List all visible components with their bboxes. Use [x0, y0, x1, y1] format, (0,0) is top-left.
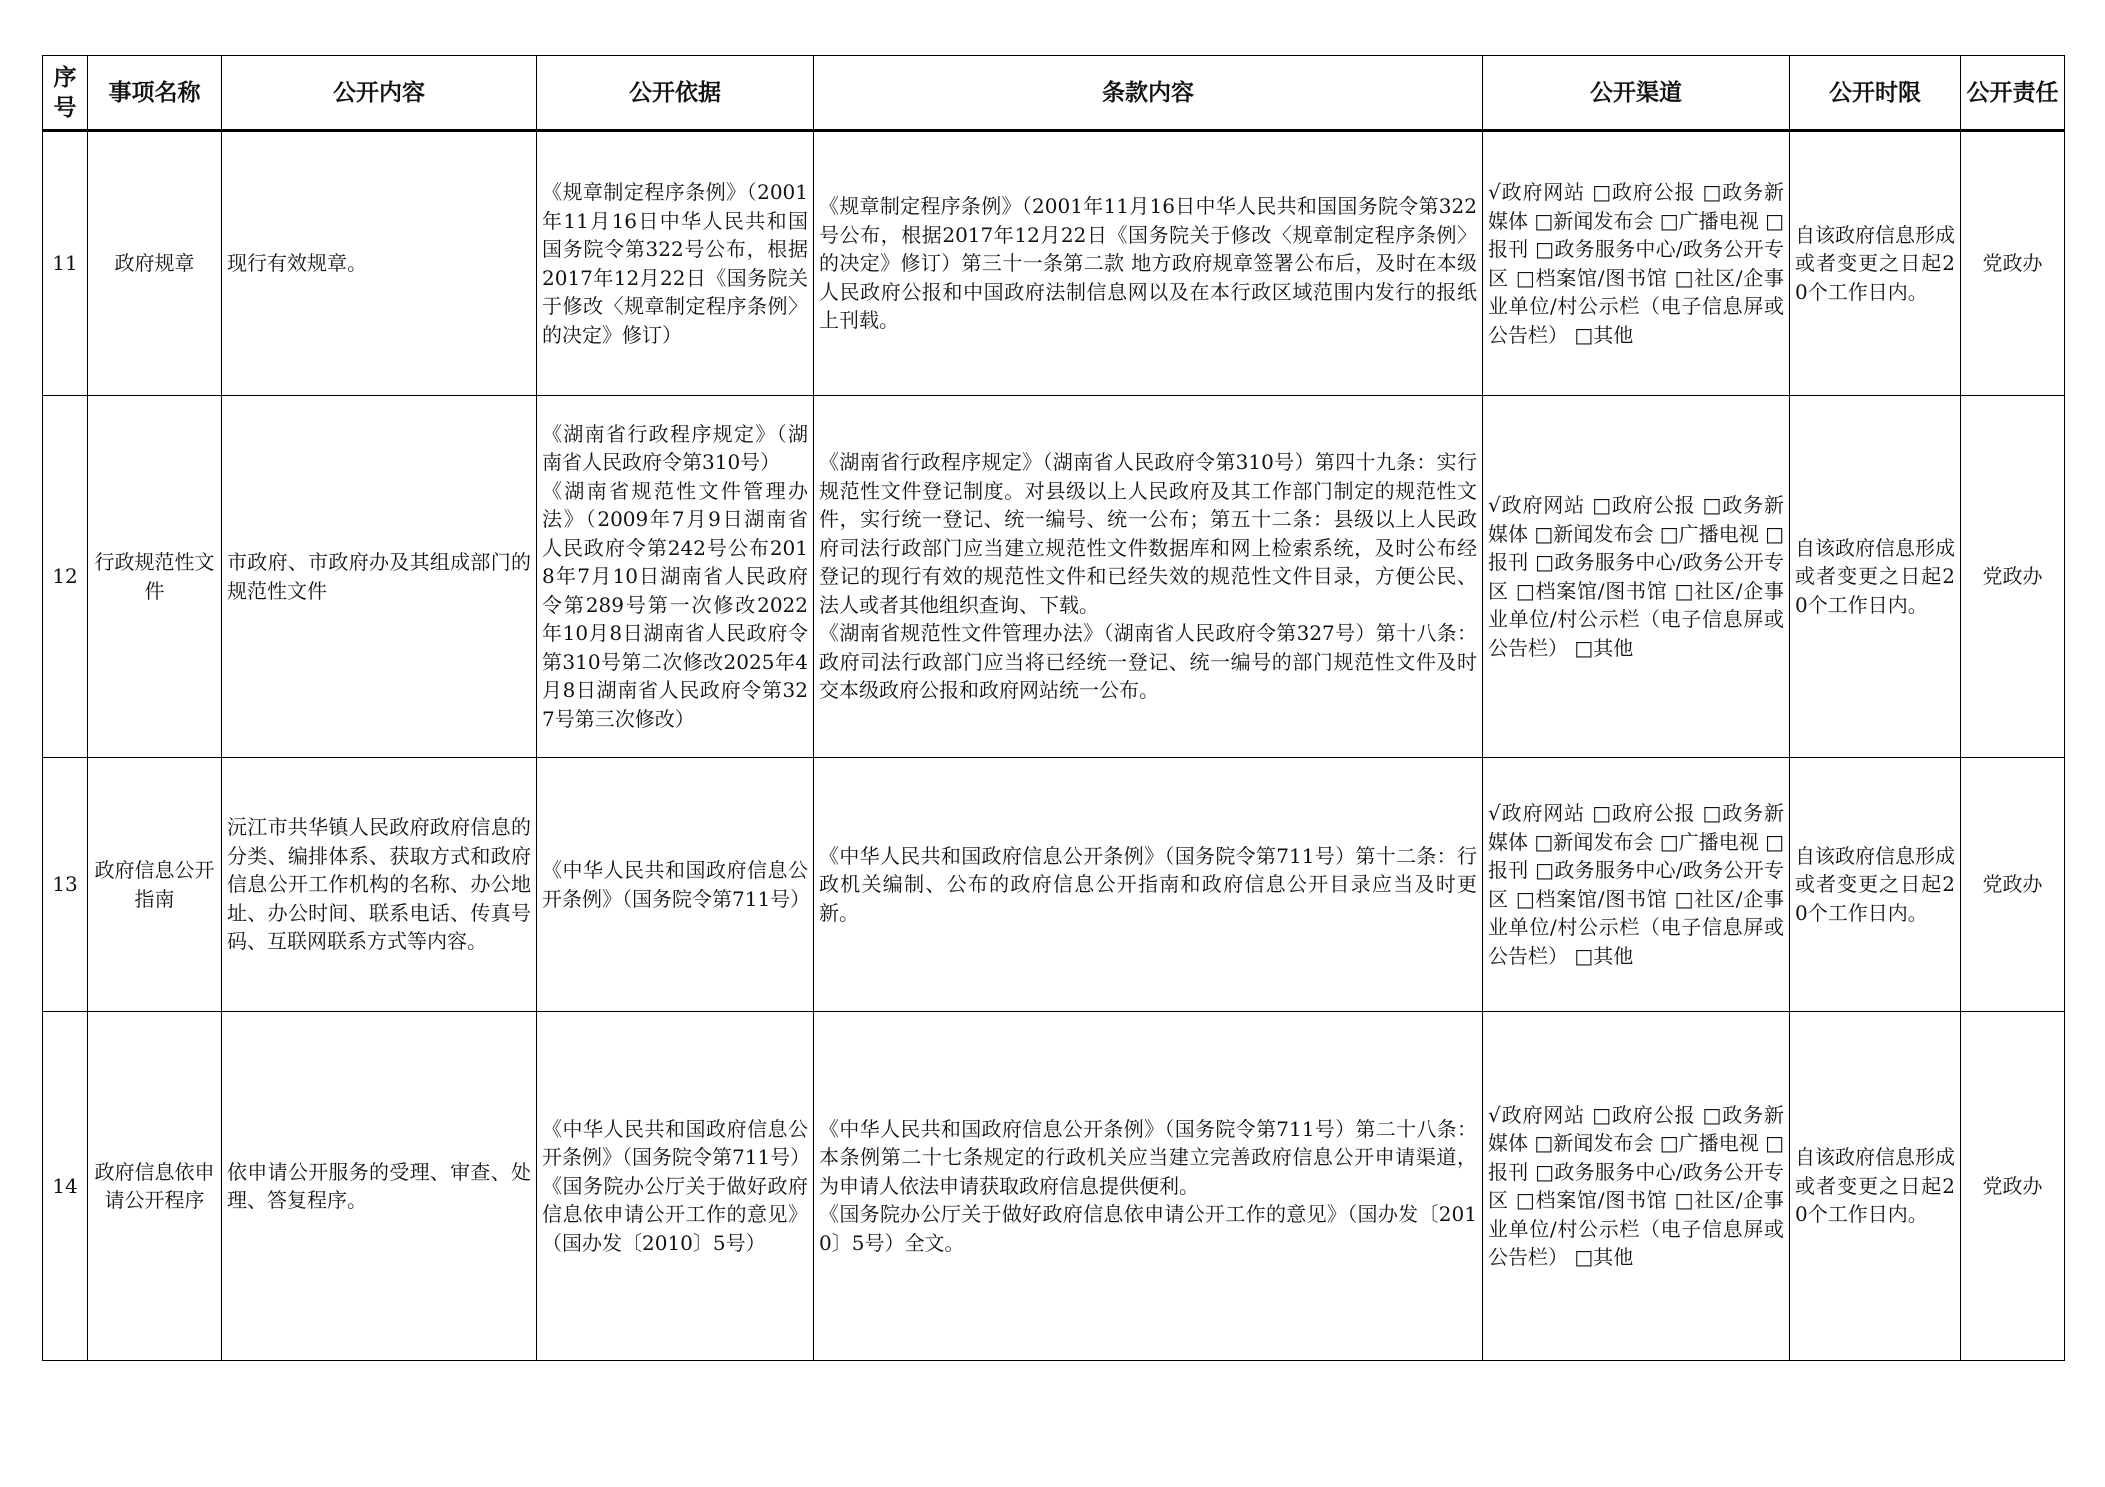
row-clause [814, 131, 1483, 396]
row-time-limit: 自该政府信息形成或者变更之日起20个工作日内。 [1790, 758, 1961, 1012]
row-no: 13 [43, 758, 88, 1012]
table-row [43, 396, 2065, 758]
header-no: 序号 [43, 56, 88, 131]
row-clause [814, 758, 1483, 1012]
clause-text: 《湖南省规范性文件管理办法》（湖南省人民政府令第327号）第十八条：政府司法行政部门应当将已经统一登记、统一编号的部门规范性文件及时交本级政府公报和政府网站统一公布。 [819, 621, 1477, 703]
row-responsibility: 党政办 [1961, 396, 2065, 758]
row-basis [537, 758, 814, 1012]
header-responsibility: 公开责任 [1961, 56, 2065, 131]
row-responsibility: 党政办 [1961, 1012, 2065, 1361]
basis-text: 《国务院办公厅关于做好政府信息依申请公开工作的意见》（国办发〔2010〕5号） [542, 1173, 808, 1255]
row-responsibility: 党政办 [1961, 131, 2065, 396]
clause-text: 《国务院办公厅关于做好政府信息依申请公开工作的意见》（国办发〔2010〕5号）全文。 [819, 1202, 1477, 1255]
clause-text: 《湖南省行政程序规定》（湖南省人民政府令第310号）第四十九条：实行规范性文件登记制度。对县级以上人民政府及其工作部门制定的规范性文件，实行统一登记、统一编号、统一公布；第五十二条：县级以上人民政府司法行政部门应当建立规范性文件数据库和网上检索系统，及时公布经登记的现行有效的规范性文件和已经失效的规范性文件目录，方便公民、法人或者其他组织查询、下载。 [819, 450, 1477, 617]
clause-text: 《规章制定程序条例》（2001年11月16日中华人民共和国国务院令第322号公布，根据2017年12月22日《国务院关于修改〈规章制定程序条例〉的决定》修订）第三十一条第二款 地方政府规章签署公布后，及时在本级人民政府公报和中国政府法制信息网以及在本行政区域范围内发行的报纸上刊载。 [819, 194, 1477, 333]
row-clause [814, 396, 1483, 758]
header-time-limit: 公开时限 [1790, 56, 1961, 131]
header-channel: 公开渠道 [1483, 56, 1790, 131]
row-item-name: 政府信息依申请公开程序 [88, 1012, 222, 1361]
row-clause [814, 1012, 1483, 1361]
disclosure-table [42, 55, 2065, 1361]
row-basis [537, 1012, 814, 1361]
row-no: 11 [43, 131, 88, 396]
row-time-limit: 自该政府信息形成或者变更之日起20个工作日内。 [1790, 131, 1961, 396]
clause-text: 《中华人民共和国政府信息公开条例》（国务院令第711号）第十二条：行政机关编制、公布的政府信息公开指南和政府信息公开目录应当及时更新。 [819, 843, 1477, 925]
row-channel: √政府网站 □政府公报 □政务新媒体 □新闻发布会 □广播电视 □报刊 □政务服务中心/政务公开专区 □档案馆/图书馆 □社区/企事业单位/村公示栏（电子信息屏或公告栏） □其他 [1483, 396, 1790, 758]
clause-text: 《中华人民共和国政府信息公开条例》（国务院令第711号）第二十八条：本条例第二十七条规定的行政机关应当建立完善政府信息公开申请渠道，为申请人依法申请获取政府信息提供便利。 [819, 1116, 1477, 1198]
row-channel: √政府网站 □政府公报 □政务新媒体 □新闻发布会 □广播电视 □报刊 □政务服务中心/政务公开专区 □档案馆/图书馆 □社区/企事业单位/村公示栏（电子信息屏或公告栏） □其他 [1483, 758, 1790, 1012]
basis-text: 《规章制定程序条例》（2001年11月16日中华人民共和国国务院令第322号公布，根据2017年12月22日《国务院关于修改〈规章制定程序条例〉的决定》修订） [542, 180, 808, 347]
row-channel: √政府网站 □政府公报 □政务新媒体 □新闻发布会 □广播电视 □报刊 □政务服务中心/政务公开专区 □档案馆/图书馆 □社区/企事业单位/村公示栏（电子信息屏或公告栏） □其他 [1483, 1012, 1790, 1361]
row-content: 市政府、市政府办及其组成部门的规范性文件 [222, 396, 537, 758]
row-time-limit: 自该政府信息形成或者变更之日起20个工作日内。 [1790, 1012, 1961, 1361]
basis-text: 《中华人民共和国政府信息公开条例》（国务院令第711号） [542, 858, 811, 911]
header-item-name: 事项名称 [88, 56, 222, 131]
row-channel: √政府网站 □政府公报 □政务新媒体 □新闻发布会 □广播电视 □报刊 □政务服务中心/政务公开专区 □档案馆/图书馆 □社区/企事业单位/村公示栏（电子信息屏或公告栏） □其他 [1483, 131, 1790, 396]
table-row [43, 131, 2065, 396]
header-clause: 条款内容 [814, 56, 1483, 131]
row-item-name: 政府规章 [88, 131, 222, 396]
row-item-name: 行政规范性文件 [88, 396, 222, 758]
row-content: 沅江市共华镇人民政府政府信息的分类、编排体系、获取方式和政府信息公开工作机构的名称、办公地址、办公时间、联系电话、传真号码、互联网联系方式等内容。 [222, 758, 537, 1012]
basis-text: 《中华人民共和国政府信息公开条例》（国务院令第711号） [542, 1116, 811, 1170]
row-responsibility: 党政办 [1961, 758, 2065, 1012]
table-header-row [43, 56, 2065, 131]
basis-text: 《湖南省行政程序规定》（湖南省人民政府令第310号） [542, 421, 808, 475]
row-item-name: 政府信息公开指南 [88, 758, 222, 1012]
table-row [43, 758, 2065, 1012]
row-content: 依申请公开服务的受理、审查、处理、答复程序。 [222, 1012, 537, 1361]
row-content: 现行有效规章。 [222, 131, 537, 396]
header-content: 公开内容 [222, 56, 537, 131]
row-no: 12 [43, 396, 88, 758]
basis-text: 《湖南省规范性文件管理办法》（2009年7月9日湖南省人民政府令第242号公布2018年7月10日湖南省人民政府令第289号第一次修改2022年10月8日湖南省人民政府令第310号第二次修改2025年4月8日湖南省人民政府令第327号第三次修改） [542, 478, 808, 731]
row-basis [537, 396, 814, 758]
row-no: 14 [43, 1012, 88, 1361]
header-basis: 公开依据 [537, 56, 814, 131]
row-basis [537, 131, 814, 396]
row-time-limit: 自该政府信息形成或者变更之日起20个工作日内。 [1790, 396, 1961, 758]
table-row [43, 1012, 2065, 1361]
